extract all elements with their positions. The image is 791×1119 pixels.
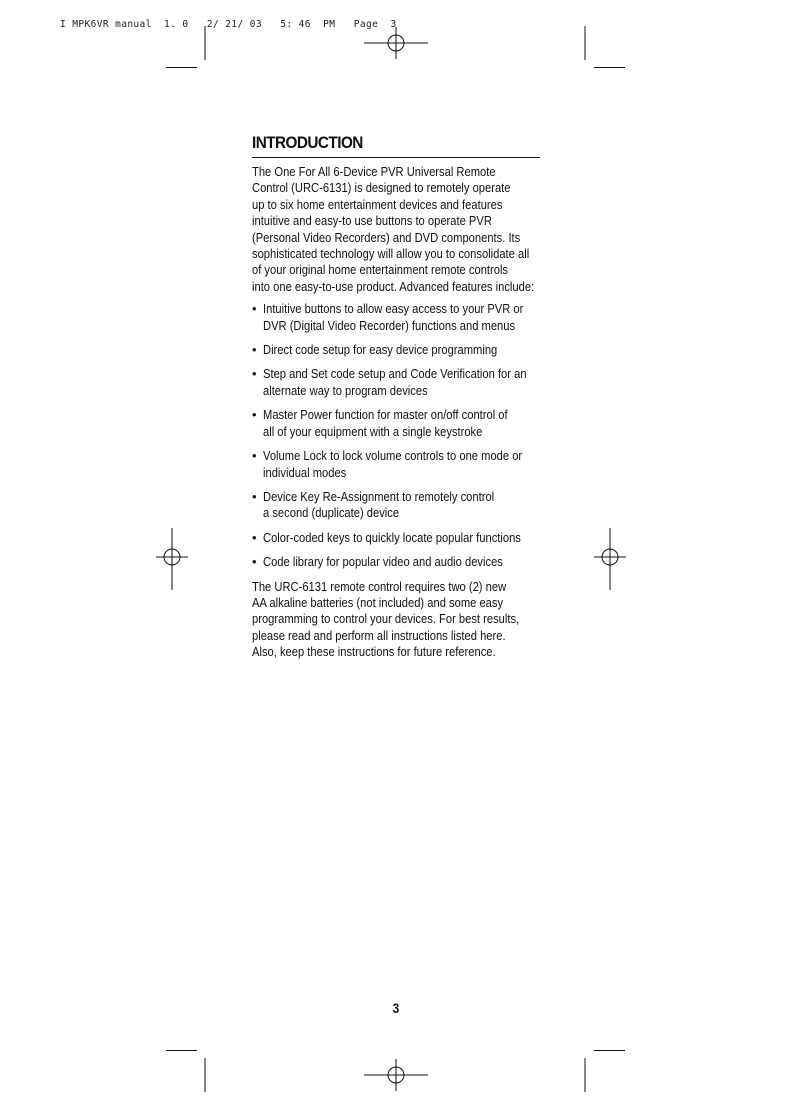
text-line: Master Power function for master on/off control of	[263, 407, 508, 423]
text-line: sophisticated technology will allow you to consolidate all	[252, 246, 530, 262]
text-line: The One For All 6-Device PVR Universal Remote	[252, 164, 496, 179]
text-line: please read and perform all instructions listed here.	[252, 627, 506, 643]
crop-mark-top-right	[585, 26, 625, 68]
intro-paragraph	[252, 164, 542, 295]
text-line: of your original home entertainment remote controls	[252, 262, 509, 278]
bullet-icon: •	[252, 342, 257, 358]
page-number: 3	[392, 1000, 400, 1016]
crop-mark-bottom-right	[585, 1051, 625, 1093]
list-item	[252, 448, 542, 481]
list-item	[252, 301, 542, 334]
text-line: Code library for popular video and audio devices	[263, 554, 503, 570]
text-line: into one easy-to-use product. Advanced features include:	[252, 278, 535, 294]
page-content	[252, 131, 542, 667]
text-line: Direct code setup for easy device programming	[263, 342, 498, 358]
registration-mark-left-icon	[156, 528, 188, 590]
closing-paragraph	[252, 579, 542, 661]
crop-mark-bottom-left	[166, 1051, 205, 1093]
text-line: Intuitive buttons to allow easy access to your PVR or	[263, 301, 524, 317]
list-item	[252, 407, 542, 440]
text-line: Step and Set code setup and Code Verification for an	[263, 366, 527, 382]
text-line: programming to control your devices. For best results,	[252, 611, 520, 627]
registration-mark-top-icon	[364, 27, 428, 59]
text-line: Volume Lock to lock volume controls to one mode or	[263, 448, 523, 464]
list-item	[252, 342, 542, 358]
list-item	[252, 489, 542, 522]
text-line: DVR (Digital Video Recorder) functions and menus	[263, 317, 516, 333]
text-line: Color-coded keys to quickly locate popular functions	[263, 529, 521, 545]
registration-mark-bottom-icon	[364, 1059, 428, 1091]
text-line: up to six home entertainment devices and features	[252, 196, 503, 212]
text-line: Also, keep these instructions for future reference.	[252, 644, 496, 660]
list-item	[252, 554, 542, 570]
text-line: (Personal Video Recorders) and DVD components. Its	[252, 229, 521, 245]
bullet-icon: •	[252, 554, 257, 570]
bullet-icon: •	[252, 301, 257, 317]
text-line: The URC-6131 remote control requires two (2) new	[252, 578, 507, 594]
bullet-icon: •	[252, 366, 257, 382]
bullet-icon: •	[252, 407, 257, 423]
list-item	[252, 530, 542, 546]
text-line: AA alkaline batteries (not included) and some easy	[252, 594, 504, 610]
list-item	[252, 366, 542, 399]
section-heading: INTRODUCTION	[252, 133, 363, 152]
bullet-icon: •	[252, 448, 257, 464]
bullet-icon: •	[252, 529, 257, 545]
text-line: a second (duplicate) device	[263, 505, 400, 521]
text-line: Device Key Re-Assignment to remotely control	[263, 488, 495, 504]
registration-mark-right-icon	[594, 528, 626, 590]
text-line: all of your equipment with a single keystroke	[263, 423, 483, 439]
bullet-icon: •	[252, 488, 257, 504]
crop-mark-top-left	[166, 26, 205, 68]
text-line: intuitive and easy-to use buttons to operate PVR	[252, 213, 492, 229]
feature-list	[252, 301, 542, 570]
text-line: individual modes	[263, 464, 347, 480]
print-slug-line: I MPK6VR manual 1. 0 2/ 21/ 03 5: 46 PM Page 3	[60, 19, 397, 30]
heading-rule	[252, 157, 540, 158]
text-line: alternate way to program devices	[263, 382, 428, 398]
text-line: Control (URC-6131) is designed to remotely operate	[252, 180, 511, 196]
